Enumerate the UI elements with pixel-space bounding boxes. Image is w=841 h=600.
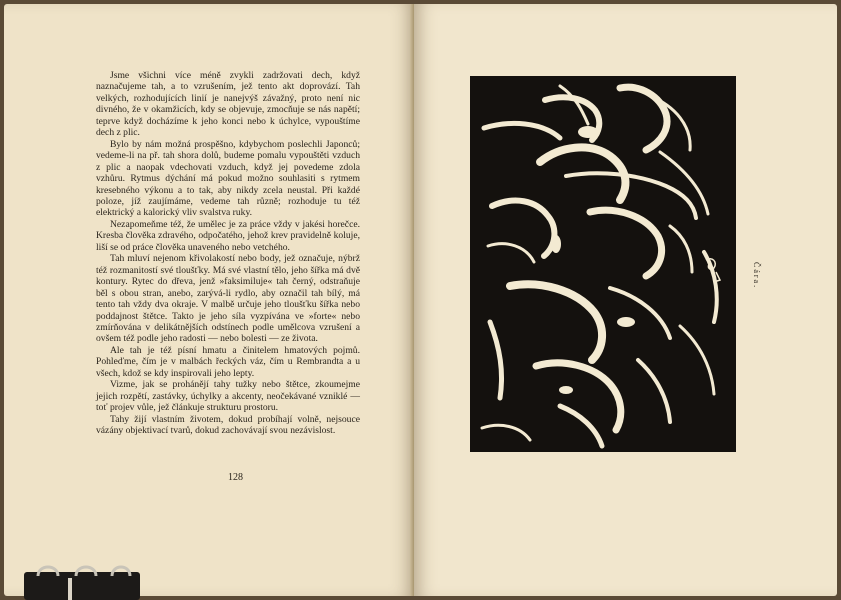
paragraph: Vizme, jak se prohánějí tahy tužky nebo štětce, zkoumejme jejich rozpětí, zastávky, úchylky a akcenty, neočekávané vzniklé — toť projev vůle, jež článkuje strukturu prostoru. bbox=[96, 379, 360, 414]
page-number: 128 bbox=[228, 472, 243, 483]
paragraph: Ale tah je též písní hmatu a činitelem hmatových pojmů. Pohleďme, čím je v malbách řeckých váz, čím u Rembrandta a u všech, kdož se kdy inspirovali jeho lepty. bbox=[96, 344, 360, 379]
paragraph: Jsme všichni více méně zvykli zadržovati dech, když naznačujeme tah, a to vzrušením, jež tento akt doprovází. Tah velkých, rozhodujících linií je nanejvýš závažný, proto není nic divného, že v okamžicích, kdy se objevuje, zmocňuje se nás napětí; teprve když docházíme k jeho konci nebo k úchylce, vypouštíme dech z plic. bbox=[96, 70, 360, 139]
paragraph: Bylo by nám možná prospěšno, kdybychom poslechli Japonců; vedeme-li na př. tah shora dolů, budeme pomalu vypouštěti vzduch z plic a naopak vdechovati vzduch, když jej povedeme zdola vzhůru. Rytmus dýchání má pokud možno souhlasiti s rytmem kresebného výkonu a to tak, aby nikdy zcela neustal. Při každé poloze, jíž zaujímáme, vedeme tah různě; rozhoduje tu též elektrický a kalorický vliv svalstva ruky. bbox=[96, 138, 360, 219]
paragraph: Nezapomeňme též, že umělec je za práce vždy v jakési horečce. Kresba člověka zdravého, odpočatého, jehož krev pravidelně koluje, liší se od práce člověka unaveného nebo vetchého. bbox=[96, 218, 360, 253]
binder-clip-icon bbox=[24, 562, 140, 600]
artwork-lines bbox=[470, 76, 736, 452]
figure-caption: Čára. bbox=[752, 262, 761, 290]
body-text bbox=[96, 70, 360, 437]
paragraph: Tah mluví nejenom křivolakostí nebo body, jež označuje, nýbrž též rozmanitostí své tloušťky. Má své vlastní tělo, jeho šířka má dvě kontury. Rytec do dřeva, jenž »faksimiluje« tah černý, odstraňuje běl s obou stran, anebo, zarývá-li rydlo, aby označil tah bílý, má tento tah vždy dva okraje. V malbě určuje jeho tloušťku šířka nebo poddajnost štětce. Takto je jeho síla vyzpívána ve »forte« nebo zmírňována v delikátnějších odstínech podle umělcova vzrušení a ovšem též podle jeho radosti — nebo bolesti — ze života. bbox=[96, 253, 360, 345]
paragraph: Tahy žijí vlastním životem, dokud probíhají volně, nejsouce vázány objektivací tvarů, dokud zachovávají svou nezávislost. bbox=[96, 413, 360, 437]
left-page bbox=[4, 4, 414, 596]
artwork-woodcut bbox=[470, 76, 736, 452]
